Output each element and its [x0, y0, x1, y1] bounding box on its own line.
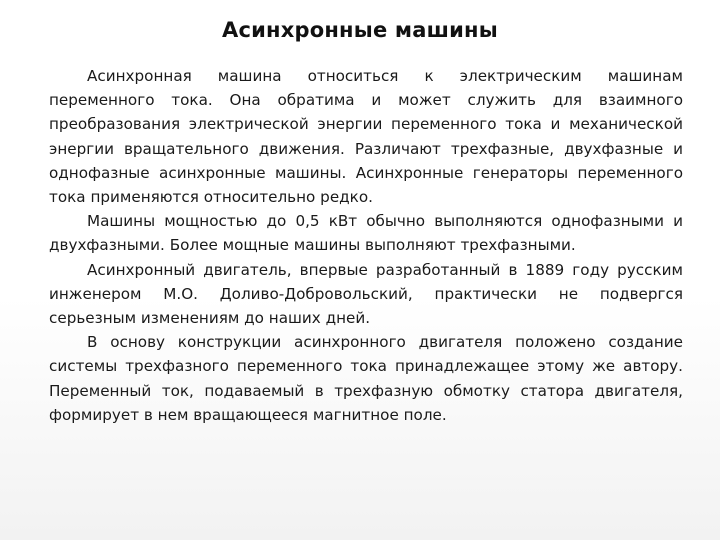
slide-title: Асинхронные машины: [222, 18, 498, 42]
paragraph-power: Машины мощностью до 0,5 кВт обычно выполняются однофазными и двухфазными. Более мощные машины выполняют трехфазными.: [49, 212, 683, 255]
paragraph-construction: В основу конструкции асинхронного двигателя положено создание системы трехфазного переменного тока принадлежащее этому же автору. Переменный ток, подаваемый в трехфазную обмотку статора двигателя, формирует в нем вращающееся магнитное поле.: [49, 333, 683, 424]
paragraph-intro: Асинхронная машина относиться к электрическим машинам переменного тока. Она обратима и может служить для взаимного преобразования электрической энергии переменного тока и механической энергии вращательного движения. Различают трехфазные, двухфазные и однофазные асинхронные машины. Асинхронные генераторы переменного тока применяются относительно редко.: [49, 67, 683, 207]
paragraph-history: Асинхронный двигатель, впервые разработанный в 1889 году русским инженером М.О. Доливо-Добровольский, практически не подвергся серьезным изменениям до наших дней.: [49, 260, 683, 328]
slide-body: [49, 64, 683, 427]
